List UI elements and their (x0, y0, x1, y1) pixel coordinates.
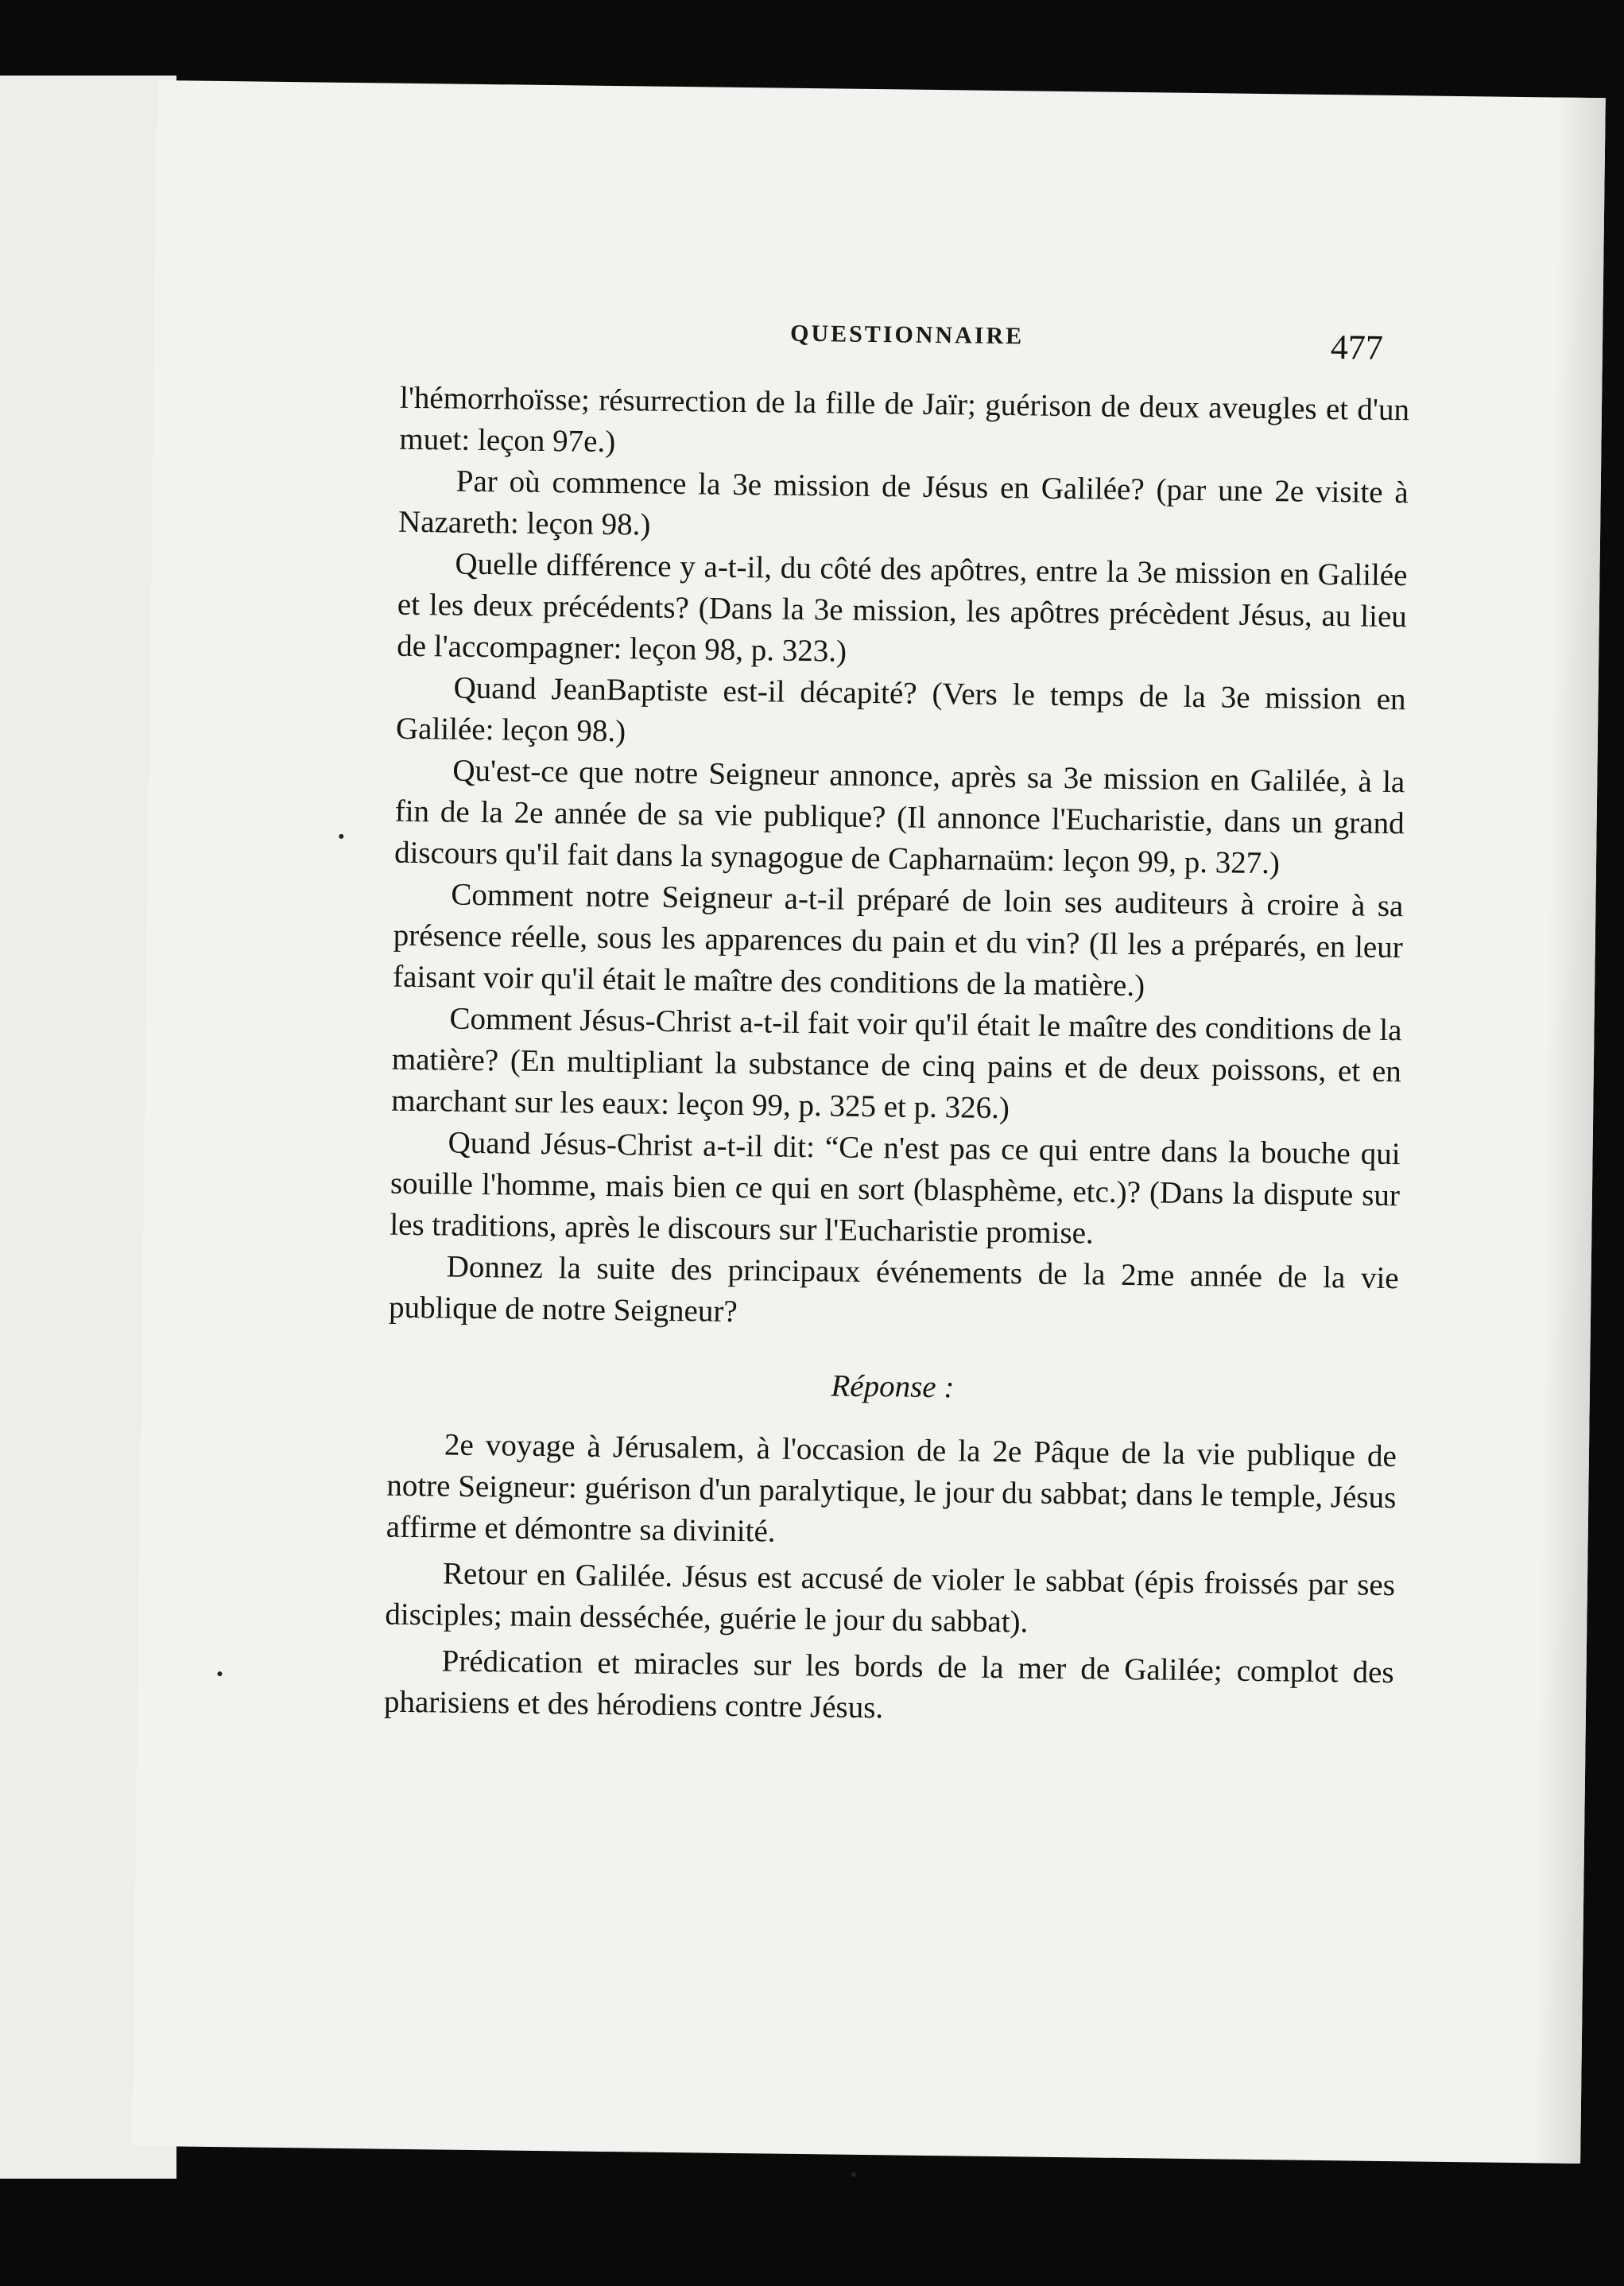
page-edge-shadow (1533, 97, 1606, 2164)
page-header (154, 312, 1603, 378)
running-title: QUESTIONNAIRE (789, 320, 1025, 350)
paragraph: Comment notre Seigneur a-t-il préparé de loin ses auditeurs à croire à sa présence réelle, sous les apparences du pain et du vin? (Il les a préparés, en leur faisant voir qu'il était le maître des conditions de la matière.) (392, 877, 1404, 1003)
paragraph: Par où commence la 3e mission de Jésus en Galilée? (par une 2e visite à Nazareth: leçon 98.) (397, 464, 1409, 542)
ink-speck (339, 834, 343, 839)
answer-paragraph: 2e voyage à Jérusalem, à l'occasion de la 2e Pâque de la vie publique de notre Seigneur: guérison d'un paralytique, le jour du sabbat; dans le temple, Jésus affirme et démontre sa divinité. (386, 1427, 1397, 1549)
paragraph: Qu'est-ce que notre Seigneur annonce, après sa 3e mission en Galilée, à la fin de la 2e année de sa vie publique? (Il annonce l'Eucharistie, dans un grand discours qu'il fait dans la synagogue de Capharnaüm: leçon 99, p. 327.) (393, 753, 1405, 881)
book-page (132, 80, 1606, 2164)
ink-speck (851, 2172, 856, 2177)
paragraph: Quand JeanBaptiste est-il décapité? (Vers le temps de la 3e mission en Galilée: leçon 98.) (395, 670, 1406, 749)
page-body (384, 378, 1410, 1740)
page-number: 477 (1330, 328, 1384, 367)
answer-paragraph: Prédication et miracles sur les bords de la mer de Galilée; complot des pharisiens et des hérodiens contre Jésus. (383, 1644, 1394, 1725)
ink-speck (217, 1671, 222, 1676)
paragraph: Quelle différence y a-t-il, du côté des apôtres, entre la 3e mission en Galilée et les deux précédents? (Dans la 3e mission, les apôtres précèdent Jésus, au lieu de l'accompagner: leçon 98, p. 323.) (397, 546, 1408, 669)
paragraph: Donnez la suite des principaux événements de la 2me année de la vie publique de notre Seigneur? (388, 1249, 1399, 1329)
paragraph: Comment Jésus-Christ a-t-il fait voir qu'il était le maître des conditions de la matière? (En multipliant la substance de cinq pains et de deux poissons, et en marchant sur les eaux: leçon 99, p. 325 et p. 326.) (391, 1001, 1402, 1126)
answer-paragraph: Retour en Galilée. Jésus est accusé de violer le sabbat (épis froissés par ses disciples; main desséchée, guérie le jour du sabbat). (385, 1556, 1396, 1640)
paragraph: l'hémorrhoïsse; résurrection de la fille de Jaïr; guérison de deux aveugles et d'un muet: leçon 97e.) (399, 380, 1410, 460)
reponse-heading: Réponse : (831, 1368, 955, 1405)
paragraph: Quand Jésus-Christ a-t-il dit: “Ce n'est pas ce qui entre dans la bouche qui souille l'homme, mais bien ce qui en sort (blasphème, etc.)? (Dans la dispute sur les traditions, après le discours sur l'Eucharistie promise. (390, 1125, 1401, 1251)
